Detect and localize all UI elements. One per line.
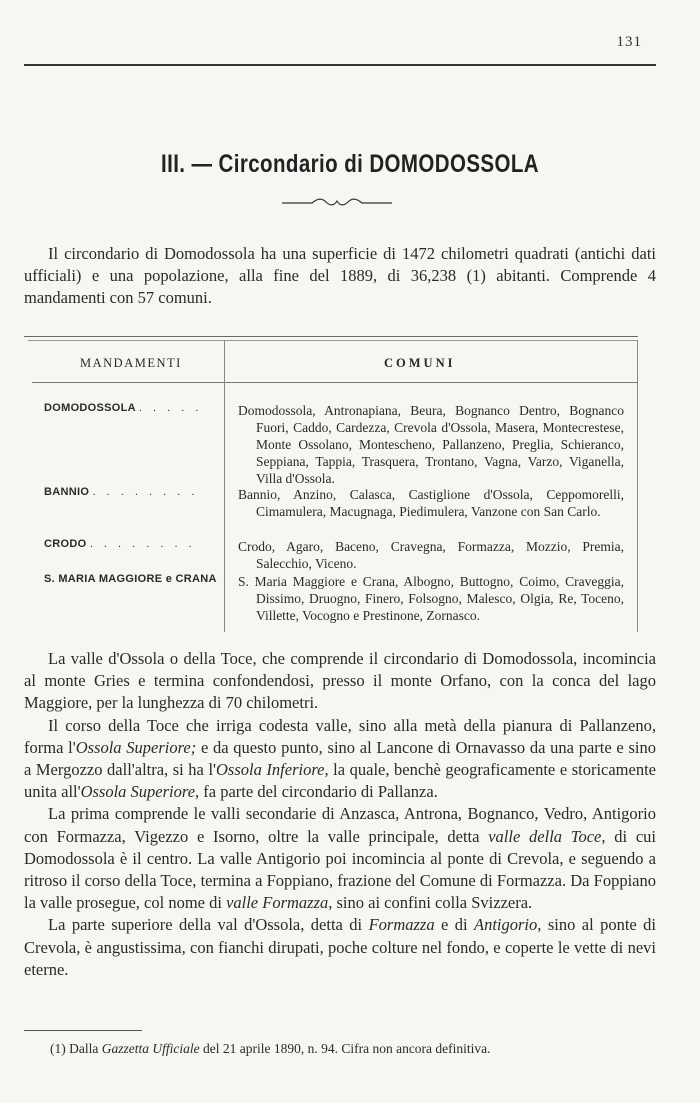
mandamento-name: S. MARIA MAGGIORE e CRANA <box>44 573 217 585</box>
comuni-list: Bannio, Anzino, Calasca, Castiglione d'Ossola, Ceppomorelli, Cimamulera, Macugnaga, Piedimulera, Vanzone con San Carlo. <box>238 487 624 519</box>
intro-paragraph: Il circondario di Domodossola ha una superficie di 1472 chilometri quadrati (antichi dati ufficiali) e una popolazione, alla fine del 1889, di 36,238 (1) abitanti. Comprende 4 mandamenti con 57 comuni. <box>24 244 656 307</box>
paragraph: La parte superiore della val d'Ossola, detta di Formazza e di Antigorio, sino al ponte di Crevola, è angustissima, con fianchi dirupati, poche colture nel fondo, e coperte le vette di nevi eterne. <box>24 915 657 979</box>
table-top-rule <box>24 336 638 337</box>
mandamento-name: CRODO . . . . . . . . <box>44 538 196 550</box>
header-rule <box>24 64 656 66</box>
paragraph: La valle d'Ossola o della Toce, che comprende il circondario di Domodossola, incomincia al monte Gries e termina confondendosi, presso il monte Orfano, con la conca del lago Maggiore, per la lunghezza di 70 chilometri. <box>24 649 656 713</box>
title-ornament <box>282 196 392 208</box>
chapter-title: III. — Circondario di DOMODOSSOLA <box>160 150 539 178</box>
comuni-list: Domodossola, Antronapiana, Beura, Bognanco Dentro, Bognanco Fuori, Caddo, Cardezza, Crevola d'Ossola, Masera, Montecrestese, Monte Ossolano, Montescheno, Pallanzeno, Preglia, Schieranco, Seppiana, Tappia, Trasquera, Trontano, Vagna, Varzo, Viganella, Villa d'Ossola. <box>238 403 624 486</box>
header-mandamenti: MANDAMENTI <box>80 356 182 370</box>
page-number: 131 <box>616 34 642 50</box>
header-comuni: COMUNI <box>384 356 456 370</box>
table-header-rule <box>32 382 638 383</box>
comuni-list: Crodo, Agaro, Baceno, Cravegna, Formazza, Mozzio, Premia, Salecchio, Viceno. <box>238 539 624 571</box>
table-top-rule-inner <box>28 340 638 341</box>
footnote-rule <box>24 1030 142 1031</box>
footnote: (1) Dalla Gazzetta Ufficiale del 21 aprile 1890, n. 94. Cifra non ancora definitiva. <box>50 1041 491 1056</box>
mandamento-name: BANNIO . . . . . . . . <box>44 486 199 498</box>
table-right-border <box>637 340 638 632</box>
comuni-list: S. Maria Maggiore e Crana, Albogno, Buttogno, Coimo, Craveggia, Dissimo, Druogno, Finero, Folsogno, Malesco, Olgia, Re, Toceno, Villette, Vocogno e Prestinone, Zornasco. <box>238 574 624 623</box>
paragraph: La prima comprende le valli secondarie di Anzasca, Antrona, Bognanco, Vedro, Antigorio con Formazza, Vigezzo e Isorno, oltre la valle principale, detta valle della Toce, di cui Domodossola è il centro. La valle Antigorio poi incomincia al ponte di Crevola, e seguendo a ritroso il corso della Toce, termina a Foppiano, frazione del Comune di Formazza. Da Foppiano la valle prosegue, col nome di valle Formazza, sino ai confini colla Svizzera. <box>24 804 657 913</box>
body-text <box>24 648 656 981</box>
mandamenti-table <box>24 336 638 632</box>
mandamento-name: DOMODOSSOLA . . . . . <box>44 402 203 414</box>
paragraph: Il corso della Toce che irriga codesta valle, sino alla metà della pianura di Pallanzeno, forma l'Ossola Superiore; e da questo punto, sino al Lancone di Ornavasso da una parte e sino a Mergozzo dall'altra, si ha l'Ossola Inferiore, la quale, benchè geograficamente e storicamente unita all'Ossola Superiore, fa parte del circondario di Pallanza. <box>24 715 656 802</box>
